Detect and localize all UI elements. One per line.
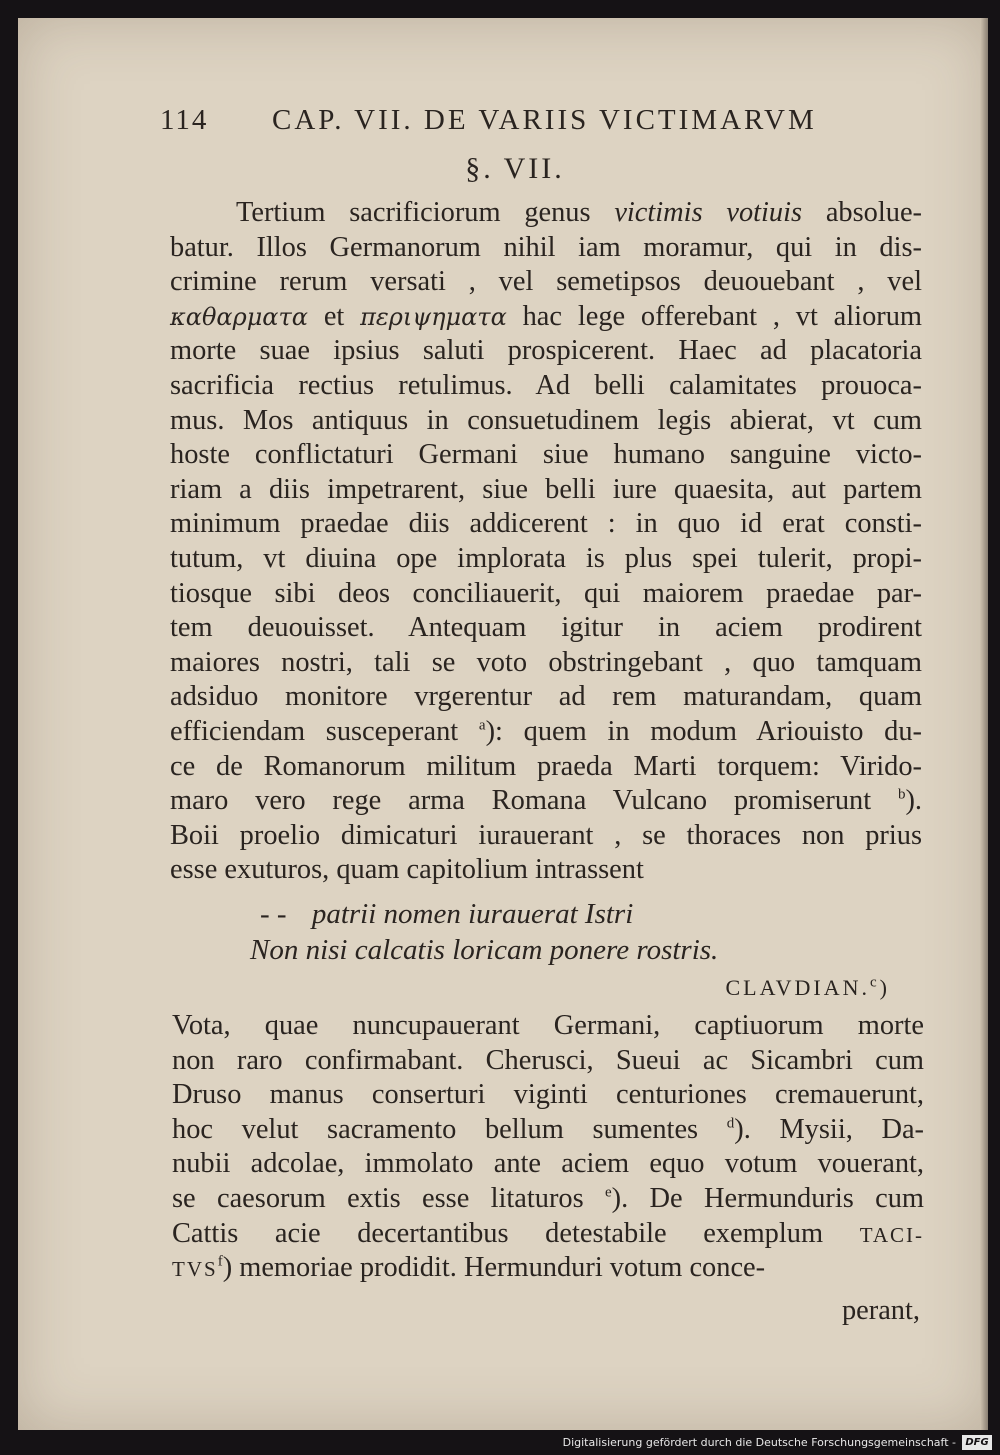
verse-dash: - -	[260, 898, 287, 930]
verse-quotation	[250, 896, 850, 968]
footer-bar	[0, 1432, 1000, 1455]
text-run: ce de Romanorum militum praeda Marti torquem: Virido-	[170, 750, 922, 782]
attribution-name: CLAVDIAN.	[725, 975, 870, 1000]
funding-credit: Digitalisierung gefördert durch die Deutsche Forschungsgemeinschaft -	[562, 1436, 956, 1449]
footnote-mark: e	[605, 1184, 612, 1201]
verse-line-1	[250, 896, 850, 932]
text-run: absolue-	[802, 197, 923, 228]
greek-word: περιψηματα	[360, 302, 507, 331]
page-number: 114	[160, 104, 209, 136]
text-run: hac lege offerebant , vt aliorum	[506, 300, 922, 332]
footnote-mark: f	[217, 1253, 223, 1270]
text-line	[170, 507, 922, 542]
text-run: minimum praedae diis addicerent : in quo id erat consti-	[170, 508, 922, 540]
text-line	[170, 231, 922, 266]
verse-text-1: patrii nomen iurauerat Istri	[311, 898, 634, 930]
text-run: et	[308, 300, 361, 332]
text-line	[170, 611, 922, 646]
text-line	[172, 1217, 924, 1252]
text-run: efficiendam susceperant	[170, 715, 479, 747]
text-line	[170, 369, 922, 404]
text-line	[172, 1044, 924, 1079]
attribution-close: )	[879, 975, 890, 1000]
text-run: tiosque sibi deos conciliauerit, qui maiorem praedae par-	[170, 577, 922, 609]
text-run: TVS	[172, 1257, 218, 1282]
text-run: TACI-	[859, 1222, 924, 1247]
text-line	[170, 404, 922, 439]
text-run: ). Mysii, Da-	[734, 1113, 925, 1145]
text-run: Cattis acie decertantibus detestabile exemplum	[172, 1217, 860, 1249]
paragraph-1	[170, 196, 922, 888]
footnote-mark: a	[478, 717, 486, 734]
page-edge	[980, 18, 988, 1430]
paragraph-2	[172, 1009, 924, 1286]
text-run: hoc velut sacramento bellum sumentes	[172, 1113, 727, 1145]
text-line	[170, 646, 922, 681]
section-heading: §. VII.	[465, 152, 565, 185]
text-run: Druso manus conserturi viginti centuriones cremauerunt,	[172, 1079, 924, 1111]
attribution	[600, 970, 890, 1006]
text-line	[170, 819, 922, 854]
text-run: ).	[905, 785, 922, 817]
text-line	[170, 334, 922, 369]
text-line	[172, 1113, 924, 1148]
text-run: nubii adcolae, immolato ante aciem equo votum vouerant,	[172, 1148, 924, 1180]
text-run: Vota, quae nuncupauerant Germani, captiuorum morte	[172, 1010, 924, 1041]
running-title: CAP. VII. DE VARIIS VICTIMARVM	[272, 104, 817, 136]
text-line	[170, 300, 922, 335]
text-line	[172, 1182, 924, 1217]
text-run: victimis votiuis	[614, 197, 803, 228]
text-run: riam a diis impetrarent, siue belli iure quaesita, aut partem	[170, 473, 922, 505]
text-line	[170, 715, 922, 750]
text-run: batur. Illos Germanorum nihil iam moramur, qui in dis-	[170, 231, 922, 263]
text-line	[170, 784, 922, 819]
text-run: sacrificia rectius retulimus. Ad belli calamitates prouoca-	[170, 369, 922, 401]
text-line	[172, 1147, 924, 1182]
running-header	[160, 104, 840, 144]
text-run: tem deuouisset. Antequam igitur in aciem prodirent	[170, 612, 922, 644]
greek-word: καθαρματα	[170, 302, 308, 331]
dfg-logo: DFG	[962, 1435, 992, 1450]
text-line	[170, 680, 922, 715]
text-run: esse exuturos, quam capitolium intrassent	[170, 854, 644, 886]
text-run: adsiduo monitore vrgerentur ad rem maturandam, quam	[170, 681, 922, 713]
text-run: ): quem in modum Ariouisto du-	[485, 715, 922, 747]
text-line	[170, 853, 922, 888]
verse-line-2: Non nisi calcatis loricam ponere rostris.	[250, 934, 719, 966]
text-line	[170, 542, 922, 577]
text-line	[170, 750, 922, 785]
text-run: crimine rerum versati , vel semetipsos deuouebant , vel	[170, 266, 922, 298]
text-run: non raro confirmabant. Cherusci, Sueui ac Sicambri cum	[172, 1044, 924, 1076]
text-run: maiores nostri, tali se voto obstringebant , quo tamquam	[170, 646, 922, 678]
text-run: maro vero rege arma Romana Vulcano promiserunt	[170, 785, 898, 817]
text-line	[172, 1078, 924, 1113]
text-run: mus. Mos antiquus in consuetudinem legis abierat, vt cum	[170, 404, 922, 436]
text-line	[170, 265, 922, 300]
text-line	[170, 577, 922, 612]
text-run: se caesorum extis esse litaturos	[172, 1182, 605, 1214]
text-line	[172, 1009, 924, 1044]
text-run: morte suae ipsius saluti prospicerent. Haec ad placatoria	[170, 335, 922, 367]
text-line	[172, 1251, 924, 1286]
text-line	[170, 438, 922, 473]
text-line	[170, 196, 922, 231]
text-run: hoste conflictaturi Germani siue humano sanguine victo-	[170, 439, 922, 471]
text-run: Boii proelio dimicaturi iurauerant , se thoraces non prius	[170, 819, 922, 851]
text-line	[170, 473, 922, 508]
catchword: perant,	[841, 1295, 920, 1326]
text-run: ). De Hermunduris cum	[611, 1182, 924, 1214]
footnote-mark: d	[726, 1115, 735, 1132]
text-run: Tertium sacrificiorum genus	[236, 197, 615, 228]
text-run: ) memoriae prodidit. Hermunduri votum conce-	[222, 1252, 766, 1284]
text-run: tutum, vt diuina ope implorata is plus spei tulerit, propi-	[170, 542, 922, 574]
attribution-footnote-mark: c	[870, 974, 880, 991]
footnote-mark: b	[897, 786, 906, 803]
